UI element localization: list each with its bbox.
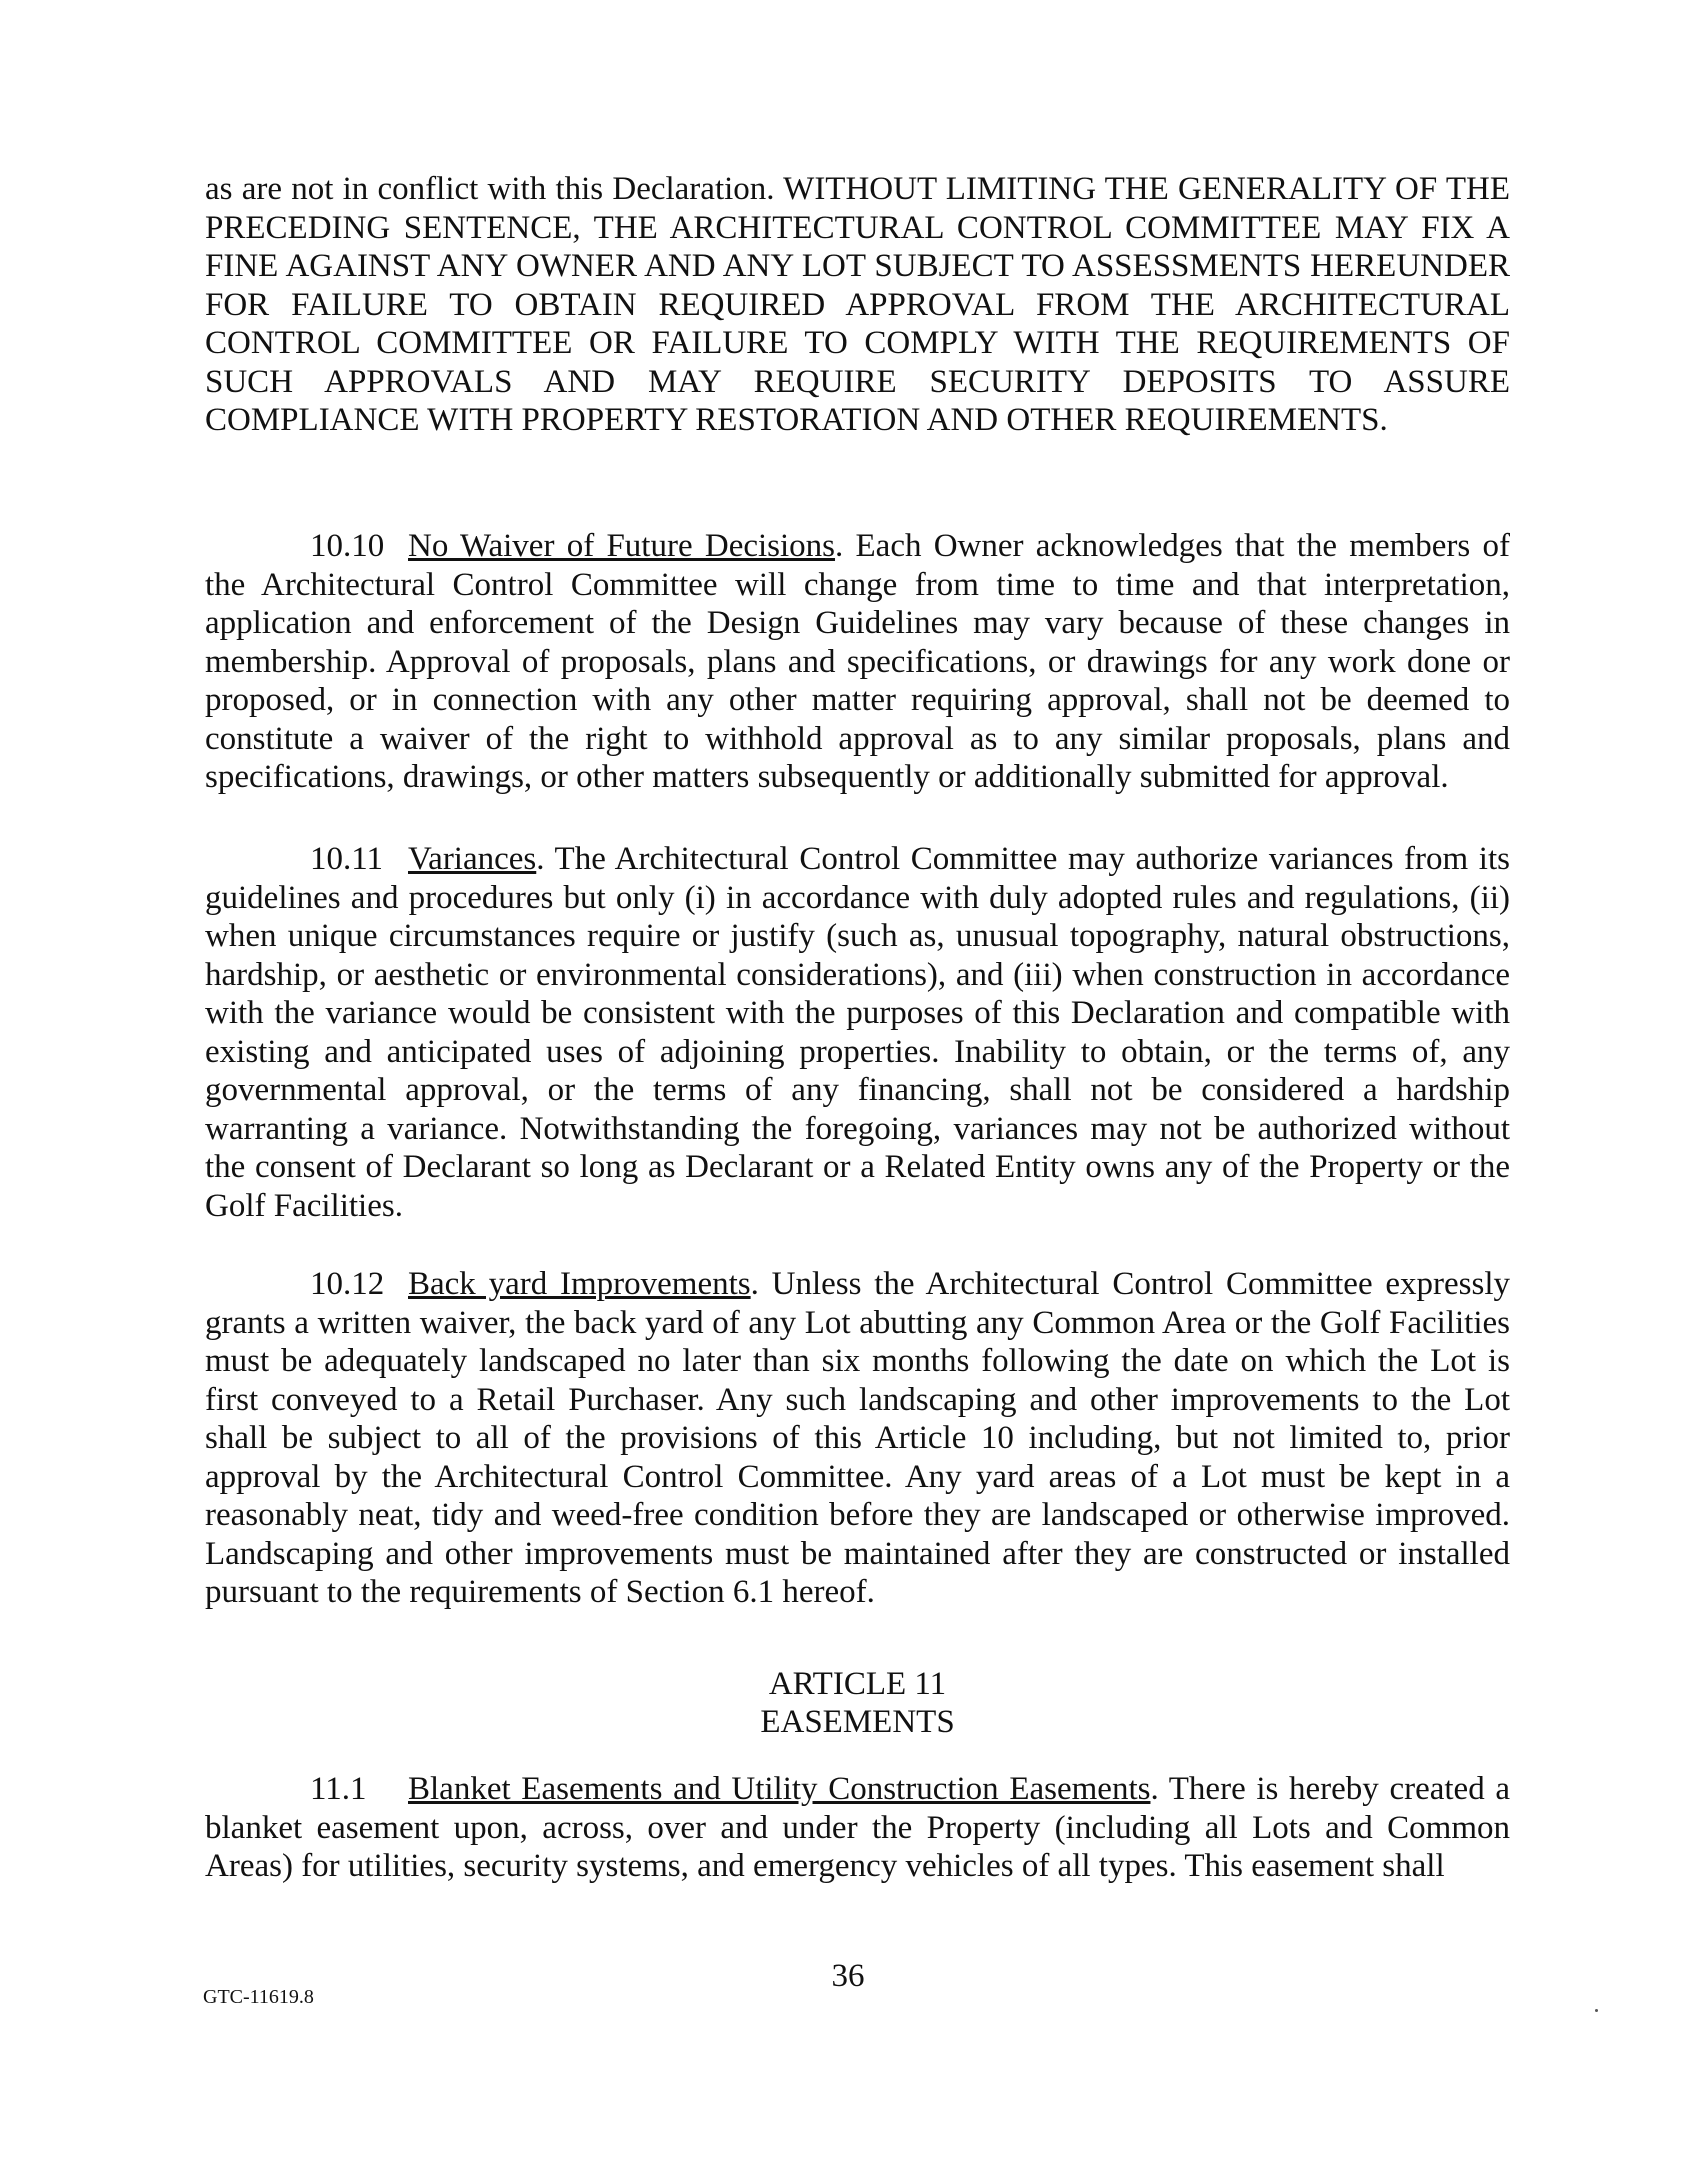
section-number: 10.12 bbox=[310, 1266, 385, 1302]
document-id: GTC-11619.8 bbox=[203, 1986, 314, 2008]
scan-speck bbox=[1595, 2009, 1598, 2012]
section-heading: Variances bbox=[408, 841, 537, 877]
article-heading bbox=[205, 1665, 1510, 1741]
article-number: ARTICLE 11 bbox=[768, 1666, 947, 1702]
section-10-11 bbox=[205, 840, 1510, 1225]
section-number: 10.10 bbox=[310, 528, 385, 564]
section-text: . There is hereby created a blanket easement upon, across, over and under the Property (including all Lots and Common Areas) for utilities, security systems, and emergency vehicles of all types. This easement shall bbox=[205, 1771, 1511, 1884]
section-number: 11.1 bbox=[310, 1771, 367, 1807]
section-text: . Unless the Architectural Control Committee expressly grants a written waiver, the back yard of any Lot abutting any Common Area or the Golf Facilities must be adequately landscaped no later than six months following the date on which the Lot is first conveyed to a Retail Purchaser. Any such landscaping and other improvements to the Lot shall be subject to all of the provisions of this Article 10 including, but not limited to, prior approval by the Architectural Control Committee. Any yard areas of a Lot must be kept in a reasonably neat, tidy and weed-free condition before they are landscaped or otherwise improved. Landscaping and other improvements must be maintained after they are constructed or installed pursuant to the requirements of Section 6.1 hereof. bbox=[205, 1266, 1510, 1610]
page-number: 36 bbox=[831, 1958, 865, 1994]
section-text: . The Architectural Control Committee may authorize variances from its guidelines and procedures but only (i) in accordance with duly adopted rules and regulations, (ii) when unique circumstances require or justify (such as, unusual topography, natural obstructions, hardship, or aesthetic or environmental considerations), and (iii) when construction in accordance with the variance would be consistent with the purposes of this Declaration and compatible with existing and anticipated uses of adjoining properties. Inability to obtain, or the terms of, any governmental approval, or the terms of any financing, shall not be considered a hardship warranting a variance. Notwithstanding the foregoing, variances may not be authorized without the consent of Declarant so long as Declarant or a Related Entity owns any of the Property or the Golf Facilities. bbox=[205, 841, 1510, 1224]
section-text: . Each Owner acknowledges that the members of the Architectural Control Committee will change from time to time and that interpretation, application and enforcement of the Design Guidelines may vary because of these changes in membership. Approval of proposals, plans and specifications, or drawings for any work done or proposed, or in connection with any other matter requiring approval, shall not be deemed to constitute a waiver of the right to withhold approval as to any similar proposals, plans and specifications, drawings, or other matters subsequently or additionally submitted for approval. bbox=[205, 528, 1510, 795]
article-title: EASEMENTS bbox=[760, 1704, 955, 1740]
section-heading: No Waiver of Future Decisions bbox=[408, 528, 836, 564]
section-number: 10.11 bbox=[310, 841, 384, 877]
section-heading: Back yard Improvements bbox=[408, 1266, 751, 1302]
section-heading: Blanket Easements and Utility Construction Easements bbox=[408, 1771, 1151, 1807]
section-10-10 bbox=[205, 527, 1510, 797]
section-11-1 bbox=[205, 1770, 1510, 1886]
intro-paragraph: as are not in conflict with this Declaration. WITHOUT LIMITING THE GENERALITY OF THE PRECEDING SENTENCE, THE ARCHITECTURAL CONTROL COMMITTEE MAY FIX A FINE AGAINST ANY OWNER AND ANY LOT SUBJECT TO ASSESSMENTS HEREUNDER FOR FAILURE TO OBTAIN REQUIRED APPROVAL FROM THE ARCHITECTURAL CONTROL COMMITTEE OR FAILURE TO COMPLY WITH THE REQUIREMENTS OF SUCH APPROVALS AND MAY REQUIRE SECURITY DEPOSITS TO ASSURE COMPLIANCE WITH PROPERTY RESTORATION AND OTHER REQUIREMENTS. bbox=[205, 171, 1510, 438]
section-10-12 bbox=[205, 1265, 1510, 1612]
